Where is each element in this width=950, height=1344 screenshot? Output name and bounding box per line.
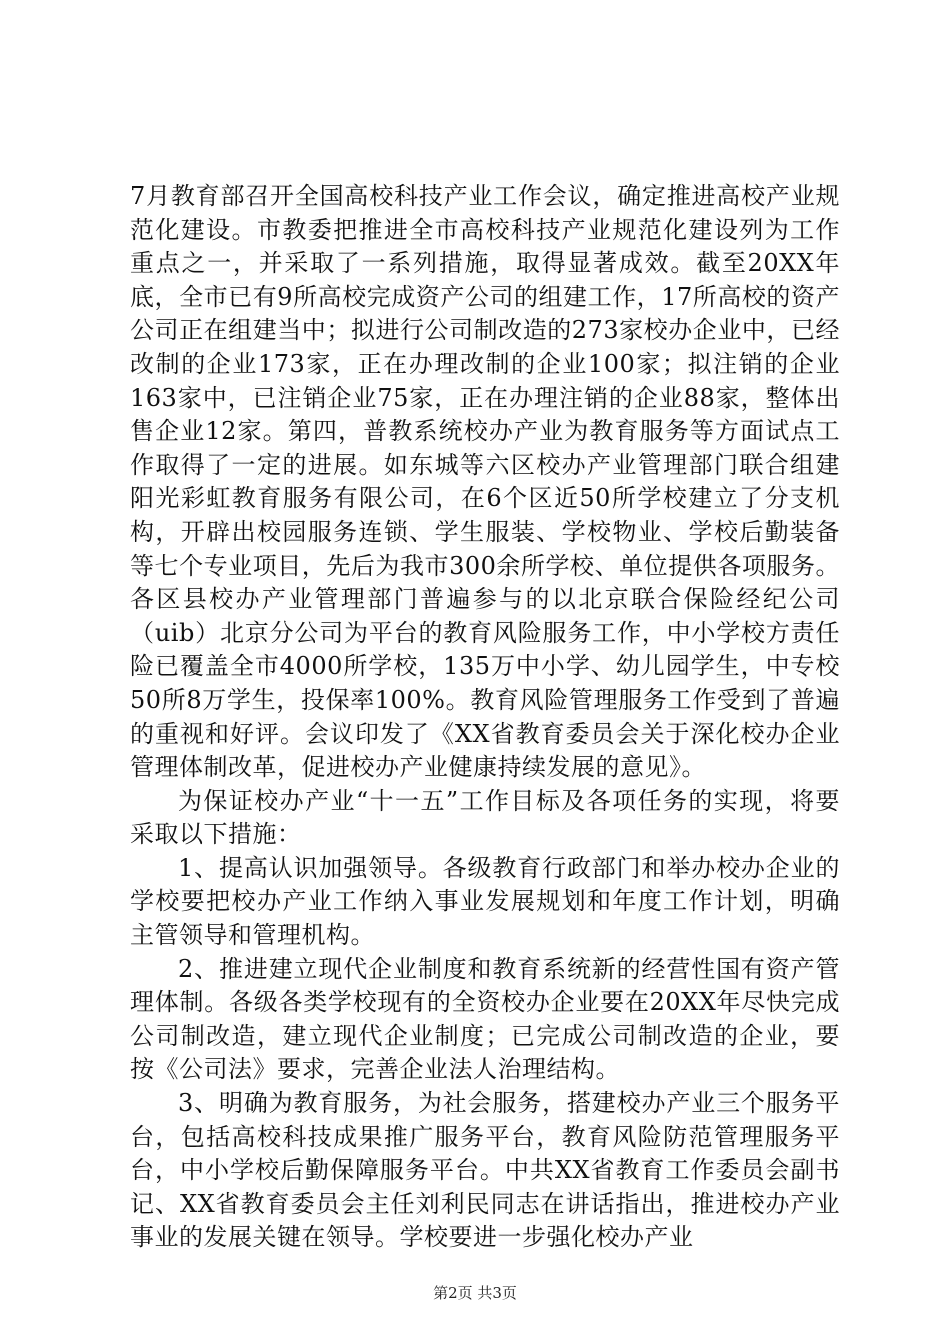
paragraph-intro: 7月教育部召开全国高校科技产业工作会议，确定推进高校产业规范化建设。市教委把推进全市高校科技产业规范化建设列为工作重点之一，并采取了一系列措施，取得显著成效。截至20XX年底，全市已有9所高校完成资产公司的组建工作，17所高校的资产公司正在组建当中；拟进行公司制改造的273家校办企业中，已经改制的企业173家，正在办理改制的企业100家；拟注销的企业163家中，已注销企业75家，正在办理注销的企业88家，整体出售企业12家。第四，普教系统校办产业为教育服务等方面试点工作取得了一定的进展。如东城等六区校办产业管理部门联合组建阳光彩虹教育服务有限公司，在6个区近50所学校建立了分支机构，开辟出校园服务连锁、学生服装、学校物业、学校后勤装备等七个专业项目，先后为我市300余所学校、单位提供各项服务。各区县校办产业管理部门普遍参与的以北京联合保险经纪公司（uib）北京分公司为平台的教育风险服务工作，中小学校方责任险已覆盖全市4000所学校，135万中小学、幼儿园学生，中专校50所8万学生，投保率100%。教育风险管理服务工作受到了普遍的重视和好评。会议印发了《XX省教育委员会关于深化校办企业管理体制改革，促进校办产业健康持续发展的意见》。	[130, 182, 840, 782]
paragraph-measure-1: 1、提高认识加强领导。各级教育行政部门和举办校办企业的学校要把校办产业工作纳入事业发展规划和年度工作计划，明确主管领导和管理机构。	[130, 853, 840, 950]
document-body	[130, 180, 840, 1255]
page-number-footer: 第2页 共3页	[433, 1284, 517, 1302]
paragraph-measures-intro: 为保证校办产业“十一五”工作目标及各项任务的实现，将要采取以下措施：	[130, 786, 840, 849]
paragraph-measure-3: 3、明确为教育服务，为社会服务，搭建校办产业三个服务平台，包括高校科技成果推广服务平台，教育风险防范管理服务平台，中小学校后勤保障服务平台。中共XX省教育工作委员会副书记、XX省教育委员会主任刘利民同志在讲话指出，推进校办产业事业的发展关键在领导。学校要进一步强化校办产业	[130, 1089, 840, 1252]
paragraph-measure-2: 2、推进建立现代企业制度和教育系统新的经营性国有资产管理体制。各级各类学校现有的全资校办企业要在20XX年尽快完成公司制改造，建立现代企业制度；已完成公司制改造的企业，要按《公司法》要求，完善企业法人治理结构。	[130, 954, 840, 1084]
